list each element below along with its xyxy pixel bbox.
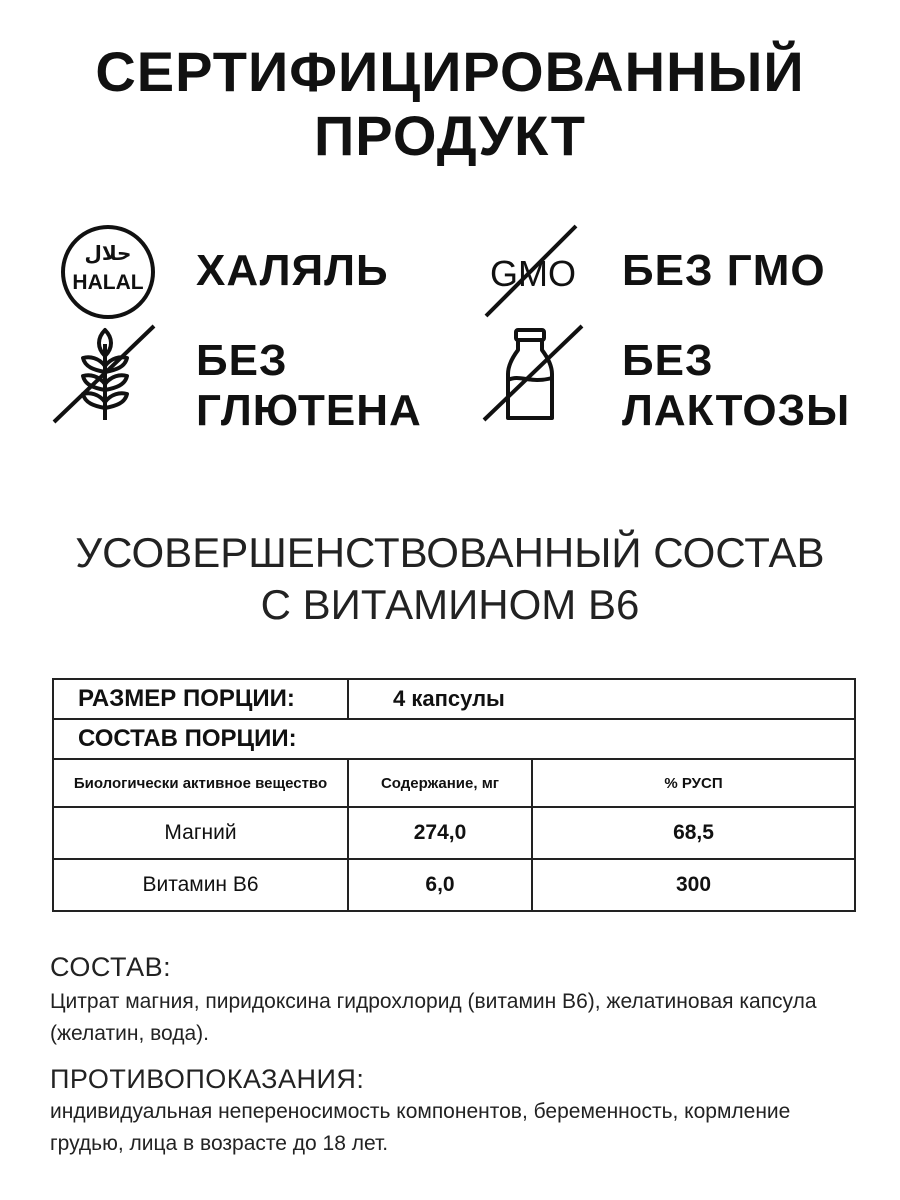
halal-icon [58, 222, 158, 322]
gmo-icon-text: GMO [490, 253, 576, 294]
no-lactose-label-line-1: БЕЗ [622, 336, 714, 385]
serving-size-row [53, 679, 855, 719]
contraindications-title: ПРОТИВОПОКАЗАНИЯ: [50, 1064, 365, 1094]
title-line-1: СЕРТИФИЦИРОВАННЫЙ [95, 40, 805, 103]
row-substance-name: Магний [53, 807, 348, 859]
page-title [0, 40, 900, 168]
no-gluten-label-line-2: ГЛЮТЕНА [196, 386, 422, 435]
row-percent: 68,5 [532, 807, 855, 859]
row-substance-name: Витамин В6 [53, 859, 348, 911]
no-gmo-icon [478, 222, 588, 322]
column-header-substance: Биологически активное вещество [53, 759, 348, 807]
no-lactose-label [622, 336, 850, 436]
column-header-amount: Содержание, мг [348, 759, 532, 807]
no-gmo-label: БЕЗ ГМО [622, 246, 826, 295]
composition-title: СОСТАВ: [50, 952, 172, 982]
table-row [53, 807, 855, 859]
title-line-2: ПРОДУКТ [314, 104, 586, 167]
serving-size-label: РАЗМЕР ПОРЦИИ: [53, 679, 348, 719]
no-gluten-label [196, 336, 422, 436]
halal-icon-text: HALAL [72, 271, 144, 294]
no-lactose-label-line-2: ЛАКТОЗЫ [622, 386, 851, 435]
serving-composition-row [53, 719, 855, 759]
subtitle-line-1: УСОВЕРШЕНСТВОВАННЫЙ СОСТАВ [75, 529, 825, 576]
subtitle [0, 527, 900, 631]
table-header-row [53, 759, 855, 807]
table-row [53, 859, 855, 911]
no-gluten-icon [50, 322, 160, 426]
nutrition-table [52, 678, 856, 912]
row-amount: 6,0 [348, 859, 532, 911]
subtitle-line-2: С ВИТАМИНОМ В6 [260, 581, 640, 628]
halal-label: ХАЛЯЛЬ [196, 246, 389, 295]
no-lactose-icon [478, 322, 588, 426]
no-gluten-label-line-1: БЕЗ [196, 336, 288, 385]
contraindications-text: индивидуальная непереносимость компонентов, беременность, кормление грудью, лица в возрасте до 18 лет. [50, 1100, 791, 1155]
composition-text: Цитрат магния, пиридоксина гидрохлорид (витамин В6), желатиновая капсула (желатин, вода). [50, 990, 817, 1045]
serving-size-value: 4 капсулы [348, 679, 855, 719]
halal-icon-arabic: حلال [84, 241, 132, 265]
row-percent: 300 [532, 859, 855, 911]
row-amount: 274,0 [348, 807, 532, 859]
serving-composition-label: СОСТАВ ПОРЦИИ: [53, 719, 855, 759]
column-header-percent: % РУСП [532, 759, 855, 807]
